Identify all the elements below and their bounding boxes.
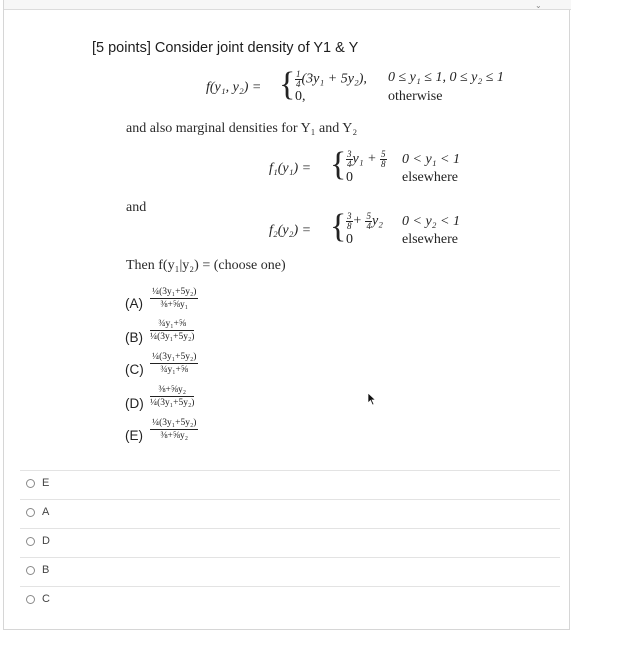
mouse-cursor-icon bbox=[367, 392, 377, 406]
f2-case2: 0 bbox=[346, 232, 353, 247]
and-text: and bbox=[126, 200, 147, 215]
option-b-label: (B) bbox=[125, 330, 143, 345]
answer-option-a[interactable] bbox=[20, 499, 560, 528]
option-e-fraction: $\frac{\text{¼(3y₁+5y₂)}}{\text{⅜+⅝y₂}}$ bbox=[152, 418, 197, 441]
f1-cond1: 0 < y₁ < 1 bbox=[402, 152, 460, 167]
f2-case1-expr: $\frac{3}{8}$ + $\frac{5}{4}$ y₂ bbox=[347, 211, 384, 231]
radio-icon[interactable] bbox=[26, 508, 35, 517]
then-text: Then f(y₁|y₂) = (choose one) bbox=[126, 258, 286, 273]
radio-icon[interactable] bbox=[26, 566, 35, 575]
question-title: [5 points] Consider joint density of Y1 & Y bbox=[92, 40, 359, 56]
option-c-fraction: $\frac{\text{¼(3y₁+5y₂)}}{\text{¾y₁+⅝}}$ bbox=[152, 352, 197, 375]
f1-cond2: elsewhere bbox=[402, 170, 458, 185]
radio-icon[interactable] bbox=[26, 595, 35, 604]
joint-case1-expr: $\frac{1}{4}$ (3y₁ + 5y₂), bbox=[296, 69, 367, 89]
f2-lhs: f₂(y₂) = bbox=[269, 223, 312, 238]
f1-case2: 0 bbox=[346, 170, 353, 185]
option-c-label: (C) bbox=[125, 362, 144, 377]
option-d-fraction: $\frac{\text{⅜+⅝y₂}}{\text{¼(3y₁+5y₂)}}$ bbox=[150, 385, 195, 408]
answer-label: D bbox=[42, 535, 50, 547]
f2-cond1: 0 < y₂ < 1 bbox=[402, 214, 460, 229]
answer-option-c[interactable] bbox=[20, 586, 560, 615]
f1-lhs: f₁(y₁) = bbox=[269, 161, 312, 176]
option-b-fraction: $\frac{\text{¾y₁+⅝}}{\text{¼(3y₁+5y₂)}}$ bbox=[150, 319, 195, 342]
answer-label: E bbox=[42, 477, 50, 489]
answer-option-e[interactable] bbox=[20, 470, 560, 499]
radio-icon[interactable] bbox=[26, 537, 35, 546]
answer-option-b[interactable] bbox=[20, 557, 560, 586]
answer-label: A bbox=[42, 506, 50, 518]
chevron-icon: ⌄ bbox=[535, 1, 542, 10]
option-e-label: (E) bbox=[125, 428, 143, 443]
joint-case2-cond: otherwise bbox=[388, 89, 443, 104]
radio-icon[interactable] bbox=[26, 479, 35, 488]
f1-brace: { bbox=[330, 146, 347, 183]
joint-lhs: f(y₁, y₂) = bbox=[206, 80, 262, 95]
joint-case2-expr: 0, bbox=[295, 89, 306, 104]
answer-label: C bbox=[42, 593, 50, 605]
joint-case1-cond: 0 ≤ y₁ ≤ 1, 0 ≤ y₂ ≤ 1 bbox=[388, 70, 504, 85]
question-card bbox=[3, 0, 570, 630]
answer-option-d[interactable] bbox=[20, 528, 560, 557]
answer-label: B bbox=[42, 564, 50, 576]
option-a-label: (A) bbox=[125, 296, 143, 311]
option-a-fraction: $\frac{\text{¼(3y₁+5y₂)}}{\text{⅜+⅝y₁}}$ bbox=[152, 287, 197, 310]
top-bar bbox=[4, 0, 571, 10]
marginal-intro: and also marginal densities for Y₁ and Y₂ bbox=[126, 121, 358, 136]
f2-cond2: elsewhere bbox=[402, 232, 458, 247]
f2-brace: { bbox=[330, 208, 347, 245]
f1-case1-expr: $\frac{3}{4}$ y₁ + $\frac{5}{8}$ bbox=[347, 149, 386, 169]
joint-brace: { bbox=[279, 66, 296, 103]
option-d-label: (D) bbox=[125, 396, 144, 411]
